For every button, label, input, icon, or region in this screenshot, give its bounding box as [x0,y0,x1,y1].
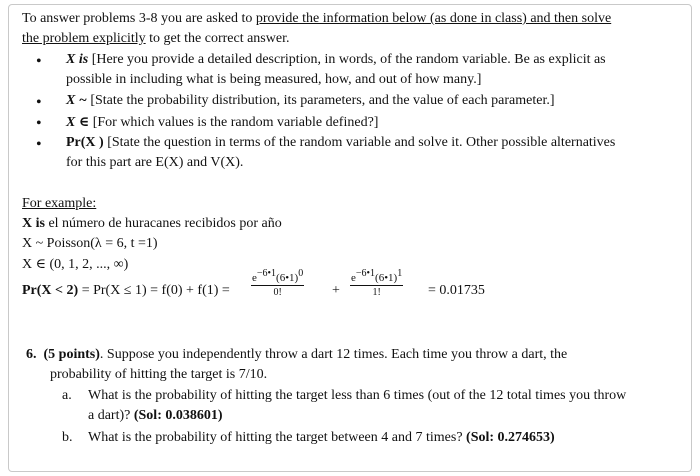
bullet-2-line-1 [66,93,555,109]
bullet-3-line-1 [66,114,378,131]
part-a-letter: a. [62,388,72,403]
fraction-2-exponent: −6•1 [355,268,376,279]
fraction-1-denominator: 0! [273,287,282,298]
bullet-4-line-1 [66,135,615,151]
problem-text-1: . Suppose you independently throw a dart 12 times. Each time you throw a dart, the [99,347,568,362]
fraction-1-exponent: −6•1 [256,268,277,279]
example-prob-mid: = Pr(X ≤ 1) = f(0) + f(1) = [78,283,230,298]
intro-underlined-2: the problem explicitly [22,31,146,46]
bullet-dot-3: • [36,115,42,132]
intro-line-2 [22,31,289,47]
fraction-2-e: e [351,272,356,284]
bullet-1-label: X is [66,52,89,67]
example-result: = 0.01735 [428,283,485,298]
intro-line-1 [22,11,611,27]
fraction-2 [350,268,403,299]
fraction-1-base: (6•1) [276,272,299,284]
bullet-3-text: [For which values is the random variable defined?] [89,115,379,130]
part-a-solution: (Sol: 0.038601) [133,408,223,423]
intro-prefix: To answer problems 3-8 you are asked to [22,11,256,26]
example-distribution: X ~ Poisson(λ = 6, t =1) [22,236,158,251]
bullet-dot-4: • [36,136,42,153]
plus-sign: + [332,283,340,298]
part-a-line-2 [88,408,223,424]
bullet-2-text: [State the probability distribution, its parameters, and the value of each parameter.] [86,93,555,108]
bullet-dot-1: • [36,53,42,70]
bullet-3-label: X ∈ [66,115,90,130]
fraction-1-power: 0 [298,268,304,279]
bullet-2-label: X ~ [66,93,87,108]
fraction-2-power: 1 [397,268,403,279]
part-b-letter: b. [62,430,73,445]
part-a-text-2: a dart)? [88,408,134,423]
example-probability-line [22,283,230,299]
part-b-line-1 [88,430,555,446]
example-prob-lhs: Pr(X < 2) [22,283,79,298]
bullet-1-line-1 [66,52,606,68]
bullet-4-text: [State the question in terms of the random variable and solve it. Other possible alternatives [103,135,616,150]
fraction-2-numerator [350,268,403,286]
bullet-1-line-2: possible in including what is being measured, how, and out of how many.] [66,72,482,87]
problem-number: 6. [26,347,37,362]
bullet-1-text: [Here you provide a detailed description, in words, of the random variable. Be as explicit as [88,52,606,67]
fraction-1 [251,268,304,299]
part-b-solution: (Sol: 0.274653) [466,430,555,445]
intro-suffix: to get the correct answer. [145,31,290,46]
example-is-label: X is [22,216,45,231]
fraction-2-denominator: 1! [372,287,381,298]
problem-line-2: probability of hitting the target is 7/10. [50,367,268,382]
part-b-text: What is the probability of hitting the target between 4 and 7 times? [88,430,467,445]
problem-points: (5 points) [43,347,100,362]
problem-line-1 [26,347,567,363]
bullet-4-label: Pr(X ) [66,135,104,150]
fraction-2-base: (6•1) [375,272,398,284]
intro-underlined-1: provide the information below (as done in class) and then solve [255,11,612,26]
fraction-1-e: e [252,272,257,284]
example-is-text: el número de huracanes recibidos por año [44,216,282,231]
example-heading: For example: [22,196,97,211]
bullet-4-line-2: for this part are E(X) and V(X). [66,155,244,170]
fraction-1-numerator [251,268,304,286]
bullet-dot-2: • [36,94,42,111]
example-line-is [22,216,282,232]
part-a-line-1: What is the probability of hitting the target less than 6 times (out of the 12 total times you throw [88,388,627,403]
example-domain: X ∈ (0, 1, 2, ..., ∞) [22,257,129,272]
